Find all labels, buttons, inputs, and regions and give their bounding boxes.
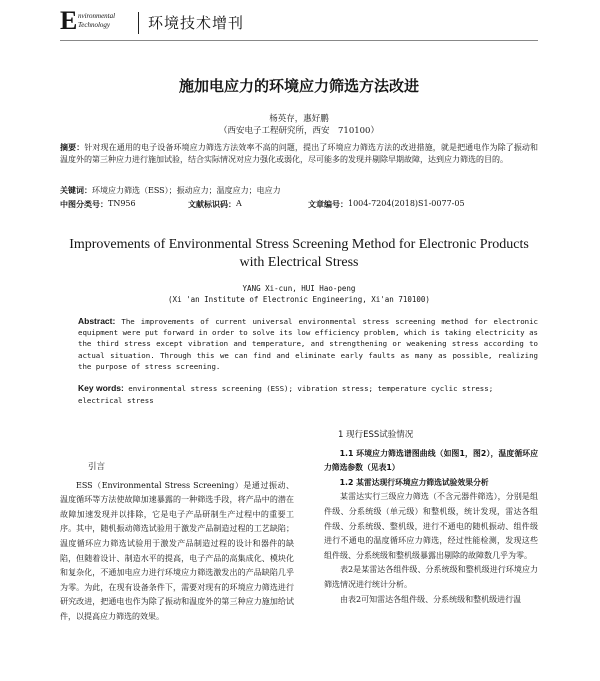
- section-heading-1: 1 现行ESS试验情况: [338, 430, 414, 440]
- journal-logo-letter: E: [60, 6, 78, 35]
- abstract-en: [78, 316, 538, 372]
- logo-line-2: Technology: [78, 21, 111, 29]
- subsection-1-1: 1.1 环境应力筛选谱图曲线（如图1，图2），温度循环应力筛选参数（见表1）: [324, 448, 538, 473]
- affiliation-cn: （西安电子工程研究所，西安 710100）: [219, 126, 379, 136]
- body-paragraph-1: 某雷达实行三级应力筛选（不含元器件筛选），分别是组件级、分系统级（单元级）和整机级，统计发现，雷达各组件级、分系统级、整机级，进行不通电的随机振动、组件级进行不通电的温度循环应力筛选，经过性能检测，发现这些组件级、分系统级和整机级暴露出剔除的故障数几乎为零。: [324, 492, 538, 560]
- doc-code-label: 文献标识码：: [188, 200, 236, 209]
- header-divider: [138, 12, 139, 34]
- clc-label: 中图分类号：: [60, 200, 108, 209]
- authors-cn: 杨英存，惠好鹏: [269, 114, 329, 124]
- article-no-value: 1004-7204(2018)S1-0077-05: [348, 199, 465, 208]
- doc-code-value: A: [236, 199, 242, 208]
- keywords-cn-text: 环境应力筛选（ESS）；振动应力；温度应力；电应力: [92, 186, 281, 195]
- journal-logo-text: [78, 12, 115, 30]
- body-paragraph-2: 表2是某雷达各组件级、分系统级和整机级进行环境应力筛选情况进行统计分析。: [324, 565, 538, 589]
- abstract-cn: [60, 142, 538, 166]
- abstract-cn-label: 摘要：: [60, 143, 85, 152]
- clc-value: TN956: [108, 199, 136, 208]
- abstract-en-text: The improvements of current universal environmental stress screening method for electronic equipment were put forward in order to solve its low efficiency problem, which is taking electricity as the third stress except vibration and temperature, and strengthening or weakening stress according to actual situation. Through this we can find and eliminate early faults as many as possible, realizing the purpose of stress screening.: [78, 317, 538, 371]
- authors-en: YANG Xi-cun, HUI Hao-peng: [242, 284, 356, 293]
- title-en-line-2: with Electrical Stress: [239, 255, 359, 270]
- intro-paragraph: ESS（Environmental Stress Screening）是通过振动、温度循环等方法使故障加速暴露的一种筛选手段，将产品中的潜在故障加速发现并以排除，它是电子产品研制生产过程中的重要工序。其中，随机振动筛选试验用于激发产品制造过程的工艺缺陷；温度循环应力筛选试验用于激发产品制造过程的设计和器件的缺陷，但随着设计、制造水平的提高，电子产品的高集成化、模块化和复杂化，不通加电应力进行环境应力筛选激发出的产品缺陷几乎为零。为此，在现有设备条件下，需要对现有的环境应力筛选进行研究改进，把通电也作为除了振动和温度外的第三种应力施加给试件，以提高应力筛选的效果。: [60, 480, 294, 621]
- abstract-cn-text: 针对现在通用的电子设备环境应力筛选方法效率不高的问题，提出了环境应力筛选方法的改进措施，就是把通电作为除了振动和温度外的第三种应力进行施加试验，结合实际情况对应力强化或弱化，尽可能多的发现并剔除早期故障，达到应力筛选的目的。: [60, 143, 538, 164]
- left-column: [60, 460, 294, 625]
- header-rule: [60, 40, 538, 41]
- keywords-cn: [60, 185, 281, 196]
- journal-name: 环境技术增刊: [148, 14, 245, 32]
- affiliation-en: (Xi 'an Institute of Electronic Engineering, Xi'an 710100): [168, 295, 430, 304]
- article-no-label: 文章编号：: [308, 200, 348, 209]
- keywords-en: [78, 383, 538, 406]
- subsection-1-2: 1.2 某雷达现行环境应力筛选试验效果分析: [339, 477, 489, 487]
- keywords-en-text: environmental stress screening (ESS); vibration stress; temperature cyclic stress; electrical stress: [78, 384, 494, 405]
- paper-title-cn: 施加电应力的环境应力筛选方法改进: [178, 77, 419, 95]
- keywords-cn-label: 关键词：: [60, 186, 92, 195]
- abstract-en-label: Abstract:: [78, 316, 116, 326]
- right-column: [324, 428, 538, 607]
- section-heading-intro: 引言: [88, 462, 106, 472]
- body-paragraph-3: 由表2可知雷达各组件级、分系统级和整机级进行温: [340, 594, 522, 604]
- keywords-en-label: Key words:: [78, 383, 124, 393]
- paper-title-en: [60, 236, 538, 272]
- title-en-line-1: Improvements of Environmental Stress Screening Method for Electronic Products: [69, 237, 529, 252]
- logo-line-1: nvironmental: [78, 12, 116, 20]
